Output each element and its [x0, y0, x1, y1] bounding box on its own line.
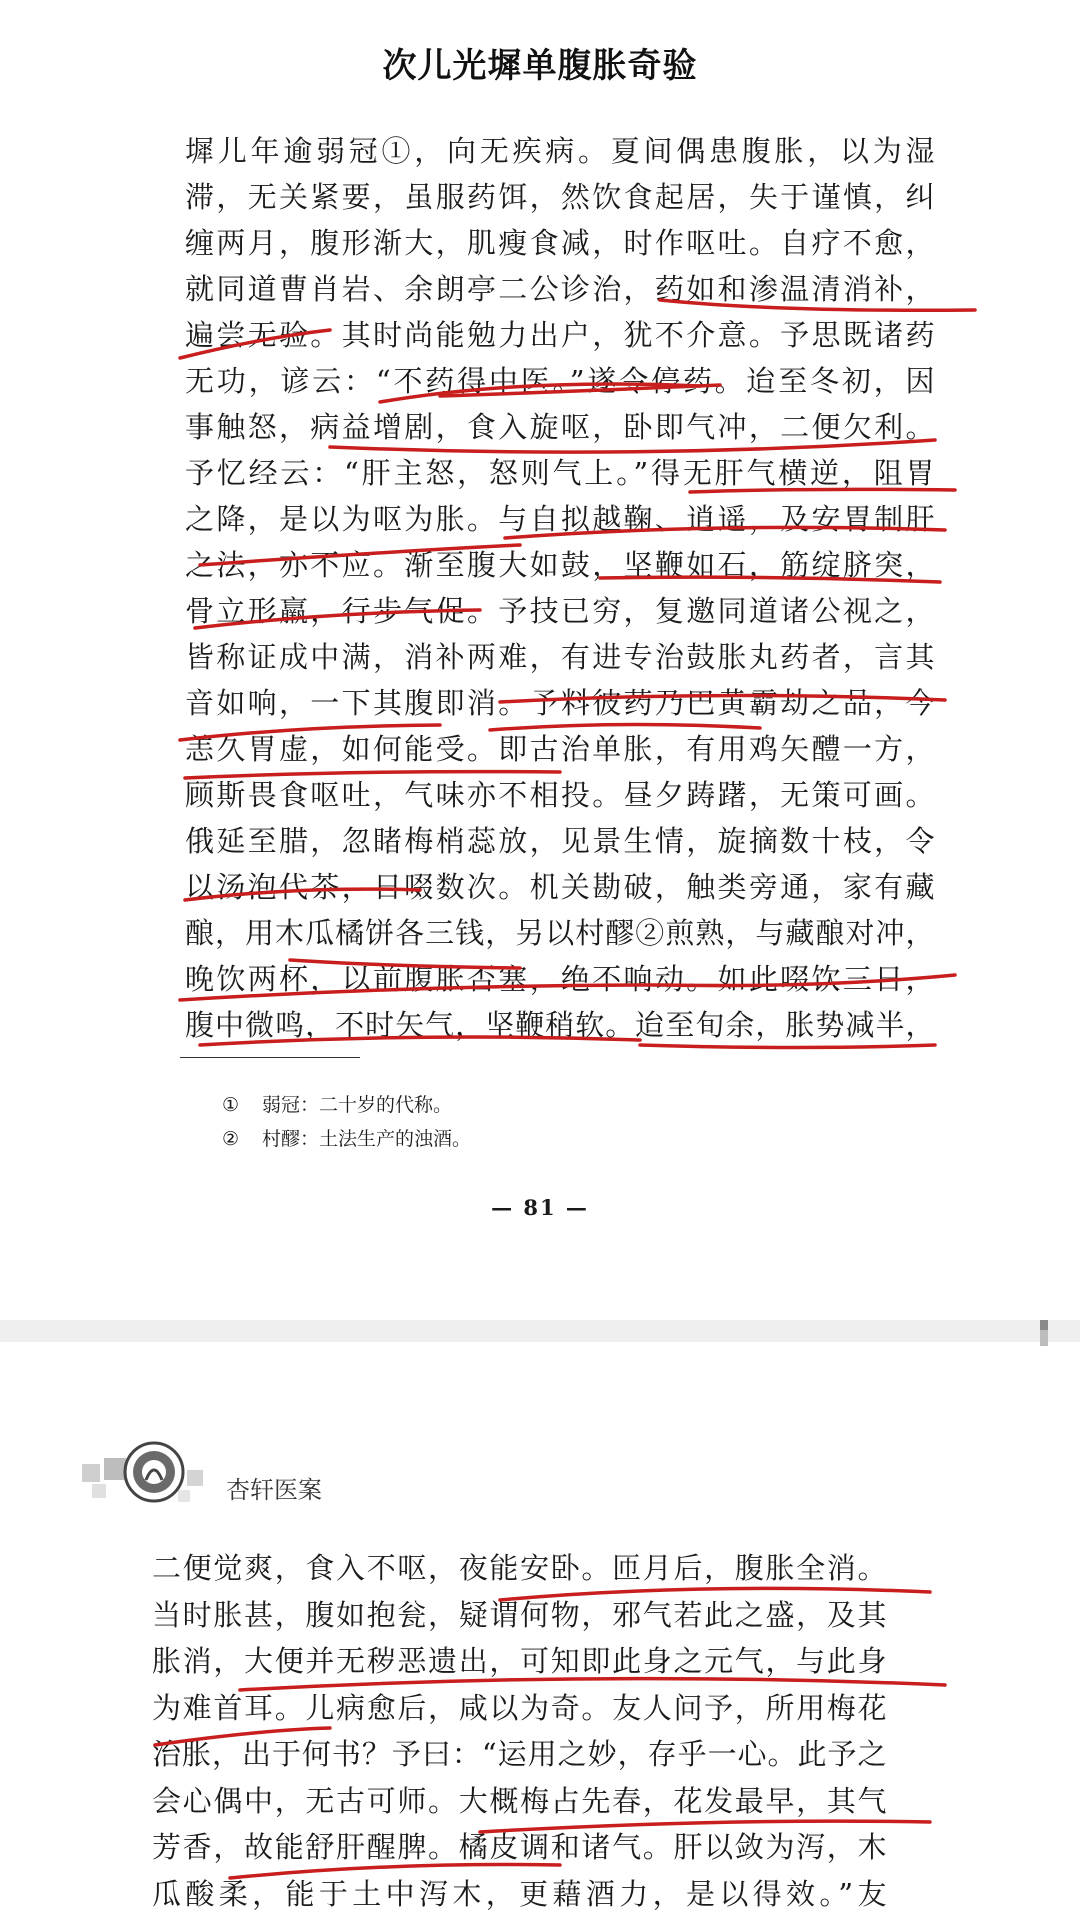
- text-line: 会心偶中，无古可师。大概梅占先春，花发最早，其气: [152, 1778, 887, 1825]
- footnote-marker: ②: [222, 1122, 262, 1156]
- text-line: 以汤泡代茶，日啜数次。机关勘破，触类旁通，家有藏: [185, 864, 935, 910]
- page1-body-text: [185, 128, 935, 1048]
- text-line: 滞，无关紧要，虽服药饵，然饮食起居，失于谨慎，纠: [185, 174, 935, 220]
- footnote-marker: ①: [222, 1088, 262, 1122]
- text-line: 治胀，出于何书？予曰：“运用之妙，存乎一心。此予之: [152, 1731, 887, 1778]
- text-line: 皆称证成中满，消补两难，有进专治鼓胀丸药者，言其: [185, 634, 935, 680]
- text-line: 腹中微鸣，不时矢气，坚鞭稍软。迨至旬余，胀势减半，: [185, 1002, 935, 1048]
- text-line: 晚饮两杯，以前腹胀否塞，绝不响动。如此啜饮三日，: [185, 956, 935, 1002]
- text-line: 缠两月，腹形渐大，肌瘦食减，时作呕吐。自疗不愈，: [185, 220, 935, 266]
- scroll-marker-icon: [1040, 1330, 1048, 1346]
- book-header-title: 杏轩医案: [226, 1470, 322, 1505]
- text-line: 骨立形羸，行步气促。予技已穷，复邀同道诸公视之，: [185, 588, 935, 634]
- text-line-content: 墀儿年逾弱冠①，向无疾病。夏间偶患腹胀，以为湿: [185, 134, 935, 168]
- text-line: 就同道曹肖岩、余朗亭二公诊治，药如和渗温清消补，: [185, 266, 935, 312]
- footnote-divider: [180, 1057, 360, 1058]
- text-line: 遍尝无验。其时尚能勉力出户，犹不介意。予思既诸药: [185, 312, 935, 358]
- text-line: 芳香，故能舒肝醒脾。橘皮调和诸气。肝以敛为泻，木: [152, 1824, 887, 1871]
- page-separator: [0, 1320, 1080, 1342]
- text-line: [185, 128, 935, 174]
- text-line: 胀消，大便并无秽恶遗出，可知即此身之元气，与此身: [152, 1638, 887, 1685]
- chapter-title: 次儿光墀单腹胀奇验: [0, 38, 1080, 87]
- text-line: 瓜酸柔，能于土中泻木，更藉酒力，是以得效。”友: [152, 1871, 887, 1917]
- footnotes: [222, 1088, 471, 1156]
- text-line: 酿，用木瓜橘饼各三钱，另以村醪②煎熟，与藏酿对冲，: [185, 910, 935, 956]
- footnote-text: 弱冠：二十岁的代称。: [262, 1094, 452, 1116]
- text-line: 顾斯畏食呕吐，气味亦不相投。昼夕踌躇，无策可画。: [185, 772, 935, 818]
- book-logo-icon: [82, 1440, 222, 1510]
- footnote-1: [222, 1088, 471, 1122]
- page2-body-text: [152, 1545, 887, 1917]
- text-line: 为难首耳。儿病愈后，咸以为奇。友人问予，所用梅花: [152, 1685, 887, 1732]
- text-line: 当时胀甚，腹如抱瓮，疑谓何物，邪气若此之盛，及其: [152, 1592, 887, 1639]
- page-number: — 81 —: [0, 1195, 1080, 1220]
- footnote-text: 村醪：土法生产的浊酒。: [262, 1128, 471, 1150]
- text-line: 恙久胃虚，如何能受。即古治单胀，有用鸡矢醴一方，: [185, 726, 935, 772]
- text-line: 无功，谚云：“不药得中医。”遂令停药。迨至冬初，因: [185, 358, 935, 404]
- text-line: 俄延至腊，忽睹梅梢蕊放，见景生情，旋摘数十枝，令: [185, 818, 935, 864]
- text-line: 予忆经云：“肝主怒，怒则气上。”得无肝气横逆，阻胃: [185, 450, 935, 496]
- text-line: 之降，是以为呕为胀。与自拟越鞠、逍遥，及安胃制肝: [185, 496, 935, 542]
- text-line: 音如响，一下其腹即消。予料彼药乃巴黄霸劫之品，今: [185, 680, 935, 726]
- text-line: 事触怒，病益增剧，食入旋呕，卧即气冲，二便欠利。: [185, 404, 935, 450]
- text-line: 之法，亦不应。渐至腹大如鼓，坚鞭如石，筋绽脐突，: [185, 542, 935, 588]
- text-line: 二便觉爽，食入不呕，夜能安卧。匝月后，腹胀全消。: [152, 1545, 887, 1592]
- footnote-2: [222, 1122, 471, 1156]
